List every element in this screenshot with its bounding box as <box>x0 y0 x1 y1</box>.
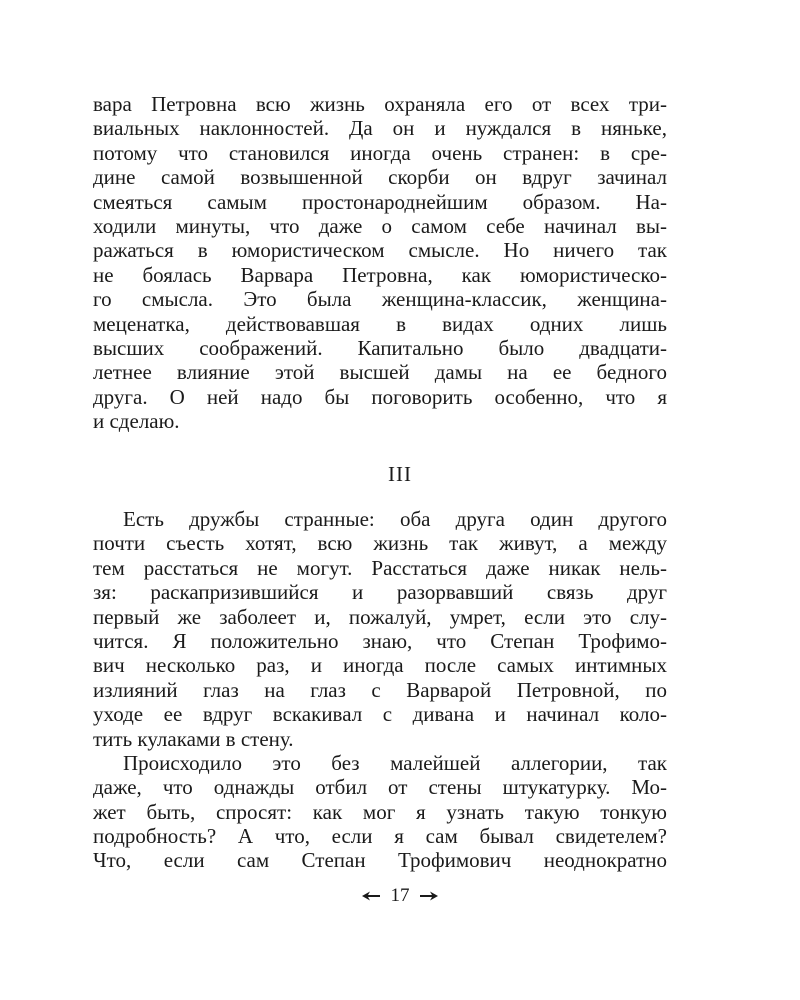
left-arrow-ornament-icon <box>362 885 385 906</box>
text-line: чится. Я положительно знаю, что Степан Трофимо- <box>93 628 667 653</box>
text-line: Есть дружбы странные: оба друга один другого <box>123 507 667 531</box>
text-line: виальных наклонностей. Да он и нуждался в няньке, <box>93 116 667 141</box>
text-line: и сделаю. <box>93 409 180 434</box>
text-line: ражаться в юмористическом смысле. Но ничего так <box>93 238 667 263</box>
chapter-heading: III <box>388 462 412 486</box>
text-line: высших соображений. Капитально было двадцати- <box>93 335 667 360</box>
chapter-body <box>93 507 667 873</box>
page-footer <box>0 885 800 907</box>
text-line: потому что становился иногда очень странен: в сре- <box>93 140 667 165</box>
right-arrow-ornament-icon <box>420 885 438 906</box>
text-line: подробность? А что, если я сам бывал свидетелем? <box>93 824 667 849</box>
text-line: смеяться самым простонароднейшим образом. На- <box>93 189 667 214</box>
text-line: друга. О ней надо бы поговорить особенно, что я <box>93 384 667 409</box>
text-line: жет быть, спросят: как мог я узнать такую тонкую <box>93 799 667 824</box>
text-line: вара Петровна всю жизнь охраняла его от всех три- <box>93 92 667 116</box>
text-line: го смысла. Это была женщина-классик, женщина- <box>93 287 667 312</box>
text-line: летнее влияние этой высшей дамы на ее бедного <box>93 360 667 385</box>
page-number: 17 <box>390 885 410 906</box>
text-line: почти съесть хотят, всю жизнь так живут, а между <box>93 531 667 556</box>
text-line: даже, что однажды отбил от стены штукатурку. Мо- <box>93 775 667 800</box>
text-line: не боялась Варвара Петровна, как юмористическо- <box>93 262 667 287</box>
text-line: Что, если сам Степан Трофимович неоднократно <box>93 848 667 873</box>
text-line: тем расстаться не могут. Расстаться даже никак нель- <box>93 555 667 580</box>
paragraph-continued <box>93 92 667 433</box>
text-line: зя: раскапризившийся и разорвавший связь друг <box>93 580 667 605</box>
text-line: ходили минуты, что даже о самом себе начинал вы- <box>93 213 667 238</box>
text-line: тить кулаками в стену. <box>93 726 294 751</box>
text-line: вич несколько раз, и иногда после самых интимных <box>93 653 667 678</box>
text-line: Происходило это без малейшей аллегории, так <box>123 750 667 775</box>
text-line: дине самой возвышенной скорби он вдруг зачинал <box>93 165 667 190</box>
text-line: уходе ее вдруг вскакивал с дивана и начинал коло- <box>93 702 667 727</box>
text-line: меценатка, действовавшая в видах одних лишь <box>93 311 667 336</box>
text-line: излияний глаз на глаз с Варварой Петровной, по <box>93 677 667 702</box>
text-line: первый же заболеет и, пожалуй, умрет, если это слу- <box>93 604 667 629</box>
